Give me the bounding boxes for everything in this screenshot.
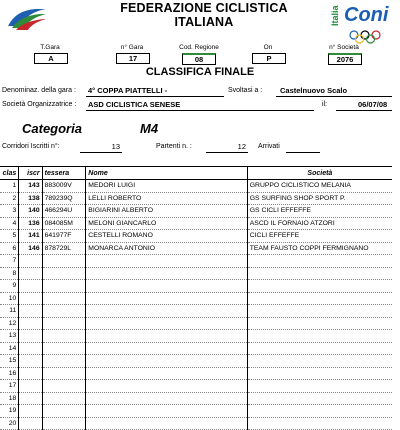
svoltasi-underline	[276, 96, 392, 97]
table-row	[0, 205, 392, 218]
cell-clas: 5	[0, 230, 19, 243]
date-value: 06/07/08	[358, 100, 388, 109]
table-row	[0, 417, 392, 430]
cell-clas: 1	[0, 180, 19, 193]
categoria-value: M4	[140, 121, 159, 136]
iscritti-label: Corridori Iscritti n°:	[2, 143, 60, 150]
cell-clas: 20	[0, 417, 19, 430]
partenti-underline	[206, 152, 248, 153]
cell-iscr	[19, 380, 42, 393]
col-header-tessera: tessera	[42, 167, 86, 180]
cell-clas: 9	[0, 280, 19, 293]
cell-clas: 11	[0, 305, 19, 318]
cell-tessera: 641977F	[42, 230, 86, 243]
denominaz-label: Denominaz. della gara :	[2, 87, 76, 94]
cell-iscr	[19, 280, 42, 293]
olympic-rings-icon	[348, 30, 382, 44]
cell-societa	[247, 380, 392, 393]
cell-clas: 2	[0, 192, 19, 205]
classification-table	[0, 166, 392, 430]
cell-nome: MEDORI LUIGI	[86, 180, 247, 193]
svoltasi-value: Castelnuovo Scalo	[280, 86, 348, 95]
on-value: P	[252, 53, 286, 64]
cell-societa	[247, 330, 392, 343]
cell-clas: 16	[0, 367, 19, 380]
cell-tessera	[42, 330, 86, 343]
cell-iscr	[19, 417, 42, 430]
cell-societa	[247, 280, 392, 293]
table-row	[0, 405, 392, 418]
arrivati-underline	[286, 152, 320, 153]
cell-clas: 13	[0, 330, 19, 343]
on-label: On	[263, 44, 273, 51]
cell-tessera	[42, 267, 86, 280]
svoltasi-label: Svoltasi a :	[228, 87, 263, 94]
table-row	[0, 242, 392, 255]
cell-iscr	[19, 305, 42, 318]
cell-societa	[247, 255, 392, 268]
cell-societa	[247, 405, 392, 418]
denominaz-value: 4° COPPA PIATTELLI -	[88, 86, 168, 95]
cell-societa	[247, 317, 392, 330]
cell-clas: 7	[0, 255, 19, 268]
nsocieta-label: n° Società	[329, 44, 359, 51]
cell-iscr	[19, 392, 42, 405]
federation-title: FEDERAZIONE CICLISTICA ITALIANA	[120, 1, 288, 29]
cell-tessera	[42, 380, 86, 393]
cell-iscr: 136	[19, 217, 42, 230]
table-row	[0, 180, 392, 193]
cell-nome	[86, 305, 247, 318]
cell-societa	[247, 305, 392, 318]
cell-societa	[247, 267, 392, 280]
cell-societa: TEAM FAUSTO COPPI FERMIGNANO	[247, 242, 392, 255]
cell-nome	[86, 330, 247, 343]
cell-tessera: 466294U	[42, 205, 86, 218]
table-row	[0, 342, 392, 355]
fci-logo	[6, 6, 48, 32]
cell-tessera	[42, 367, 86, 380]
cell-iscr	[19, 405, 42, 418]
cell-tessera	[42, 355, 86, 368]
coni-logo	[330, 2, 398, 46]
col-header-societa: Società	[247, 167, 392, 180]
table-row	[0, 392, 392, 405]
cell-nome	[86, 380, 247, 393]
cell-tessera: 084085M	[42, 217, 86, 230]
date-label: il:	[322, 101, 328, 108]
table-row	[0, 380, 392, 393]
societa-org-underline	[86, 110, 314, 111]
cell-clas: 14	[0, 342, 19, 355]
tgara-label: T.Gara	[40, 44, 60, 51]
cell-societa	[247, 367, 392, 380]
codregione-value: 08	[182, 53, 216, 65]
col-header-nome: Nome	[86, 167, 247, 180]
cell-societa	[247, 292, 392, 305]
table-row	[0, 230, 392, 243]
cell-clas: 4	[0, 217, 19, 230]
cell-iscr: 141	[19, 230, 42, 243]
societa-org-label: Società Organizzatrice :	[2, 101, 77, 108]
cell-tessera: 789239Q	[42, 192, 86, 205]
cell-iscr: 146	[19, 242, 42, 255]
denominaz-underline	[86, 96, 224, 97]
cell-clas: 6	[0, 242, 19, 255]
table-row	[0, 255, 392, 268]
cell-nome	[86, 417, 247, 430]
iscritti-underline	[80, 152, 122, 153]
cell-societa: GRUPPO CICLISTICO MELANIA	[247, 180, 392, 193]
cell-clas: 8	[0, 267, 19, 280]
cell-iscr	[19, 292, 42, 305]
categoria-label: Categoria	[22, 121, 82, 136]
cell-clas: 18	[0, 392, 19, 405]
cell-societa	[247, 417, 392, 430]
cell-tessera	[42, 317, 86, 330]
cell-societa: ASCD IL FORNAIO ATZORI	[247, 217, 392, 230]
cell-nome: BIGIARINI ALBERTO	[86, 205, 247, 218]
table-row	[0, 305, 392, 318]
partenti-value: 12	[237, 142, 246, 151]
cell-tessera	[42, 280, 86, 293]
col-header-iscr: iscr	[19, 167, 42, 180]
cell-tessera	[42, 417, 86, 430]
cell-societa: CICLI EFFEFFE	[247, 230, 392, 243]
cell-iscr	[19, 330, 42, 343]
cell-societa: GS SURFING SHOP SPORT P.	[247, 192, 392, 205]
cell-nome	[86, 405, 247, 418]
cell-iscr	[19, 342, 42, 355]
cell-tessera: 878729L	[42, 242, 86, 255]
iscritti-value: 13	[111, 142, 120, 151]
table-row	[0, 192, 392, 205]
classifica-title: CLASSIFICA FINALE	[145, 66, 255, 78]
ngara-label: n° Gara	[120, 44, 144, 51]
arrivati-label: Arrivati	[258, 143, 280, 150]
cell-clas: 3	[0, 205, 19, 218]
cell-societa	[247, 342, 392, 355]
cell-iscr: 138	[19, 192, 42, 205]
cell-clas: 12	[0, 317, 19, 330]
table-row	[0, 317, 392, 330]
cell-clas: 19	[0, 405, 19, 418]
cell-clas: 10	[0, 292, 19, 305]
date-underline	[336, 110, 392, 111]
cell-nome: LELLI ROBERTO	[86, 192, 247, 205]
table-row	[0, 280, 392, 293]
tgara-value: A	[34, 53, 68, 64]
table-row	[0, 292, 392, 305]
cell-nome: MONARCA ANTONIO	[86, 242, 247, 255]
cell-iscr	[19, 367, 42, 380]
cell-nome	[86, 367, 247, 380]
table-row	[0, 355, 392, 368]
table-row	[0, 267, 392, 280]
cell-tessera: 883009V	[42, 180, 86, 193]
partenti-label: Partenti n. :	[156, 143, 192, 150]
cell-iscr	[19, 267, 42, 280]
cell-tessera	[42, 392, 86, 405]
cell-tessera	[42, 305, 86, 318]
ngara-value: 17	[116, 53, 150, 64]
cell-societa	[247, 355, 392, 368]
cell-nome	[86, 317, 247, 330]
table-row	[0, 367, 392, 380]
cell-nome	[86, 392, 247, 405]
coni-word: Coni	[344, 4, 389, 26]
table-row	[0, 217, 392, 230]
cell-nome: MELONI GIANCARLO	[86, 217, 247, 230]
cell-nome	[86, 355, 247, 368]
cell-nome	[86, 292, 247, 305]
cell-societa	[247, 392, 392, 405]
cell-tessera	[42, 405, 86, 418]
cell-nome	[86, 255, 247, 268]
societa-org-value: ASD CICLISTICA SENESE	[88, 100, 181, 109]
cell-tessera	[42, 255, 86, 268]
cell-iscr	[19, 255, 42, 268]
cell-iscr: 143	[19, 180, 42, 193]
cell-tessera	[42, 342, 86, 355]
cell-nome	[86, 267, 247, 280]
cell-nome: CESTELLI ROMANO	[86, 230, 247, 243]
cell-clas: 15	[0, 355, 19, 368]
cell-clas: 17	[0, 380, 19, 393]
cell-iscr: 140	[19, 205, 42, 218]
cell-societa: GS CICLI EFFEFFE	[247, 205, 392, 218]
table-row	[0, 330, 392, 343]
coni-italia-text: Italia	[330, 5, 340, 26]
cell-iscr	[19, 317, 42, 330]
nsocieta-value: 2076	[328, 53, 362, 65]
col-header-clas: clas	[0, 167, 19, 180]
cell-iscr	[19, 355, 42, 368]
table-header-row	[0, 167, 392, 180]
codregione-label: Cod. Regione	[179, 44, 219, 51]
cell-nome	[86, 280, 247, 293]
cell-nome	[86, 342, 247, 355]
cell-tessera	[42, 292, 86, 305]
